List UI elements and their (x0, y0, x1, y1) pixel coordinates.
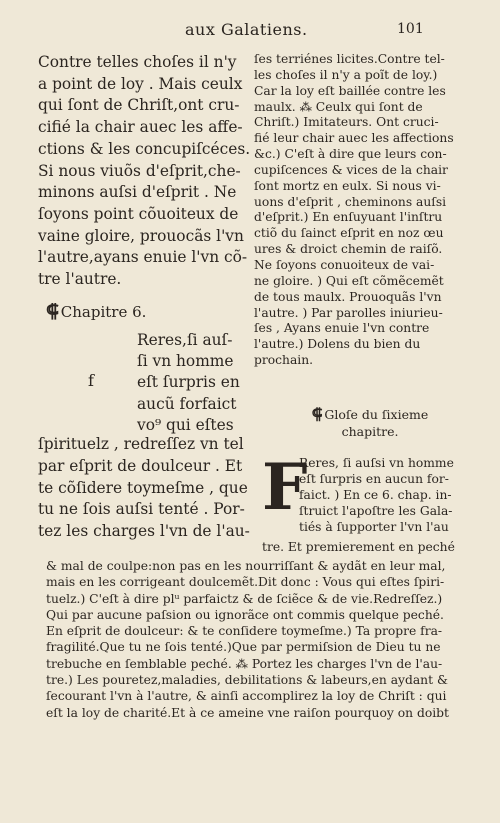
gloss-line: Ne ſoyons conuoiteux de vai- (254, 257, 435, 272)
gloss-line: tre. Et premierement en peché (262, 540, 455, 554)
main-line: cifié la chair auec les affe- (38, 118, 243, 137)
main-line: qui ſont de Chriſt,ont cru- (38, 96, 240, 115)
main-line: par eſprit de doulceur . Et (38, 456, 243, 475)
gloss-line: En eſprit de doulceur: & te conſidere toymeſme.) Ta propre fra- (46, 624, 443, 639)
margin-letter: f (88, 371, 94, 390)
gloss-line: Chriſt.) Imitateurs. Ont cruci- (254, 115, 439, 130)
gloss-dropcap-block (299, 455, 459, 535)
gloss-line: ſont mortz en eulx. Si nous vi- (254, 178, 441, 193)
main-line: minons auſsi d'eſprit . Ne (38, 183, 237, 202)
main-line: l'autre,ayans enuie l'vn cõ- (38, 248, 248, 267)
gloss-line: prochain. (254, 353, 314, 368)
bottom-gloss-block (46, 558, 466, 721)
gloss-line: ne gloire. ) Qui eſt cõmẽcemẽt (254, 273, 444, 288)
pilcrow-icon: ⸿ (311, 405, 323, 423)
gloss-line: Car la loy eſt baillée contre les (254, 83, 446, 98)
main-line: te cõſidere toymeſme , que (38, 478, 248, 497)
gloss-line: tre.) Les pouretez,maladies, debilitations & labeurs,en aydant & (46, 673, 448, 688)
gloss-line: tiés à ſupporter l'vn l'au (299, 520, 449, 534)
gloss-line: d'eſprit.) En enſuyuant l'inſtru (254, 210, 443, 225)
chapter-heading (46, 299, 146, 323)
pilcrow-icon: ⸿ (46, 301, 59, 322)
main-text-block-lower (38, 434, 256, 543)
gloss-line: trebuche en ſemblable peché. ⁂ Portez les charges l'vn de l'au- (46, 656, 443, 671)
gloss-line: maulx. ⁂ Ceulx qui ſont de (254, 99, 423, 114)
main-line: aucũ forfaict (137, 394, 237, 413)
gloss-line: cupiſcences & vices de la chair (254, 162, 448, 177)
gloss-line: &c.) C'eſt à dire que leurs con- (254, 147, 447, 162)
gloss-line: mais en les corrigeant doulcemẽt.Dit donc : Vous qui eſtes ſpiri- (46, 575, 445, 590)
gloss-heading-line1: Gloſe du ſixieme (324, 407, 429, 422)
main-line: ſi vn homme (137, 352, 234, 371)
gloss-line: eſt la loy de charité.Et à ce ameine vne raiſon pourquoy on doibt (46, 705, 449, 720)
gloss-line: Qui par aucune paſsion ou ignorãce ont commis quelque peché. (46, 607, 444, 622)
running-title: aux Galatiens. (185, 20, 308, 39)
main-line: ctions & les concupiſcéces. (38, 139, 251, 158)
gloss-column (254, 52, 459, 369)
main-line: Reres,ſi auſ- (137, 331, 233, 349)
gloss-line: l'autre. ) Par parolles iniurieu- (254, 305, 443, 320)
running-head (0, 14, 500, 39)
main-line: tez les charges l'vn de l'au- (38, 522, 250, 541)
gloss-line: ſes , Ayans enuie l'vn contre (254, 321, 430, 336)
main-text-column (38, 52, 256, 291)
main-line: a point de loy . Mais ceulx (38, 74, 243, 93)
main-line: Contre telles choſes il n'y (38, 53, 237, 71)
gloss-heading-line2: chapitre. (341, 424, 399, 439)
gloss-line: fragilité.Que tu ne ſois tenté.)Que par permiſsion de Dieu tu ne (46, 640, 441, 655)
gloss-line: eſt ſurpris en aucun for- (299, 472, 449, 486)
gloss-line: uons d'eſprit , cheminons auſsi (254, 194, 447, 209)
main-line: Si nous viuõs d'eſprit,che- (38, 161, 241, 180)
main-line: tre l'autre. (38, 270, 122, 289)
gloss-line: ſecourant l'vn à l'autre, & ainſi accomplirez la loy de Chriſt : qui (46, 689, 447, 704)
gloss-line: & mal de coulpe:non pas en les nourriſſant & aydãt en leur mal, (46, 559, 446, 573)
gloss-line: faict. ) En ce 6. chap. in- (299, 488, 452, 502)
page-number: 101 (397, 21, 424, 37)
main-line: vaine gloire, prouocãs l'vn (38, 226, 244, 245)
main-line: vo⁹ qui eſtes (137, 415, 234, 434)
gloss-line: de tous maulx. Prouoquãs l'vn (254, 289, 442, 304)
main-line: eſt ſurpris en (137, 373, 240, 392)
gloss-line: Reres, ſi auſsi vn homme (299, 456, 454, 470)
gloss-line: l'autre.) Dolens du bien du (254, 337, 421, 352)
gloss-line: ctiõ du ſainct eſprit en noz œu (254, 226, 444, 241)
gloss-line: fié leur chair auec les affections (254, 131, 454, 146)
main-line: ſoyons point cõuoiteux de (38, 204, 239, 223)
main-line: tu ne ſois auſsi tenté . Por- (38, 500, 245, 519)
chapter-heading-text: Chapitre 6. (60, 303, 147, 321)
gloss-line: ſtruict l'apoſtre les Gala- (299, 504, 453, 518)
main-text-indented-block (137, 330, 257, 436)
gloss-line: ures & droict chemin de raiſõ. (254, 242, 443, 257)
gloss-line: les choſes il n'y a poĩt de loy.) (254, 67, 438, 82)
gloss-line: ſes terriénes licites.Contre tel- (254, 52, 445, 66)
gloss-heading (290, 406, 450, 440)
drop-cap: F (262, 450, 308, 525)
gloss-line: tuelz.) C'eſt à dire plᵘ parfaictz & de ſciẽce & de vie.Redreſſez.) (46, 591, 443, 606)
main-line: ſpirituelz , redreſſez vn tel (38, 435, 244, 453)
